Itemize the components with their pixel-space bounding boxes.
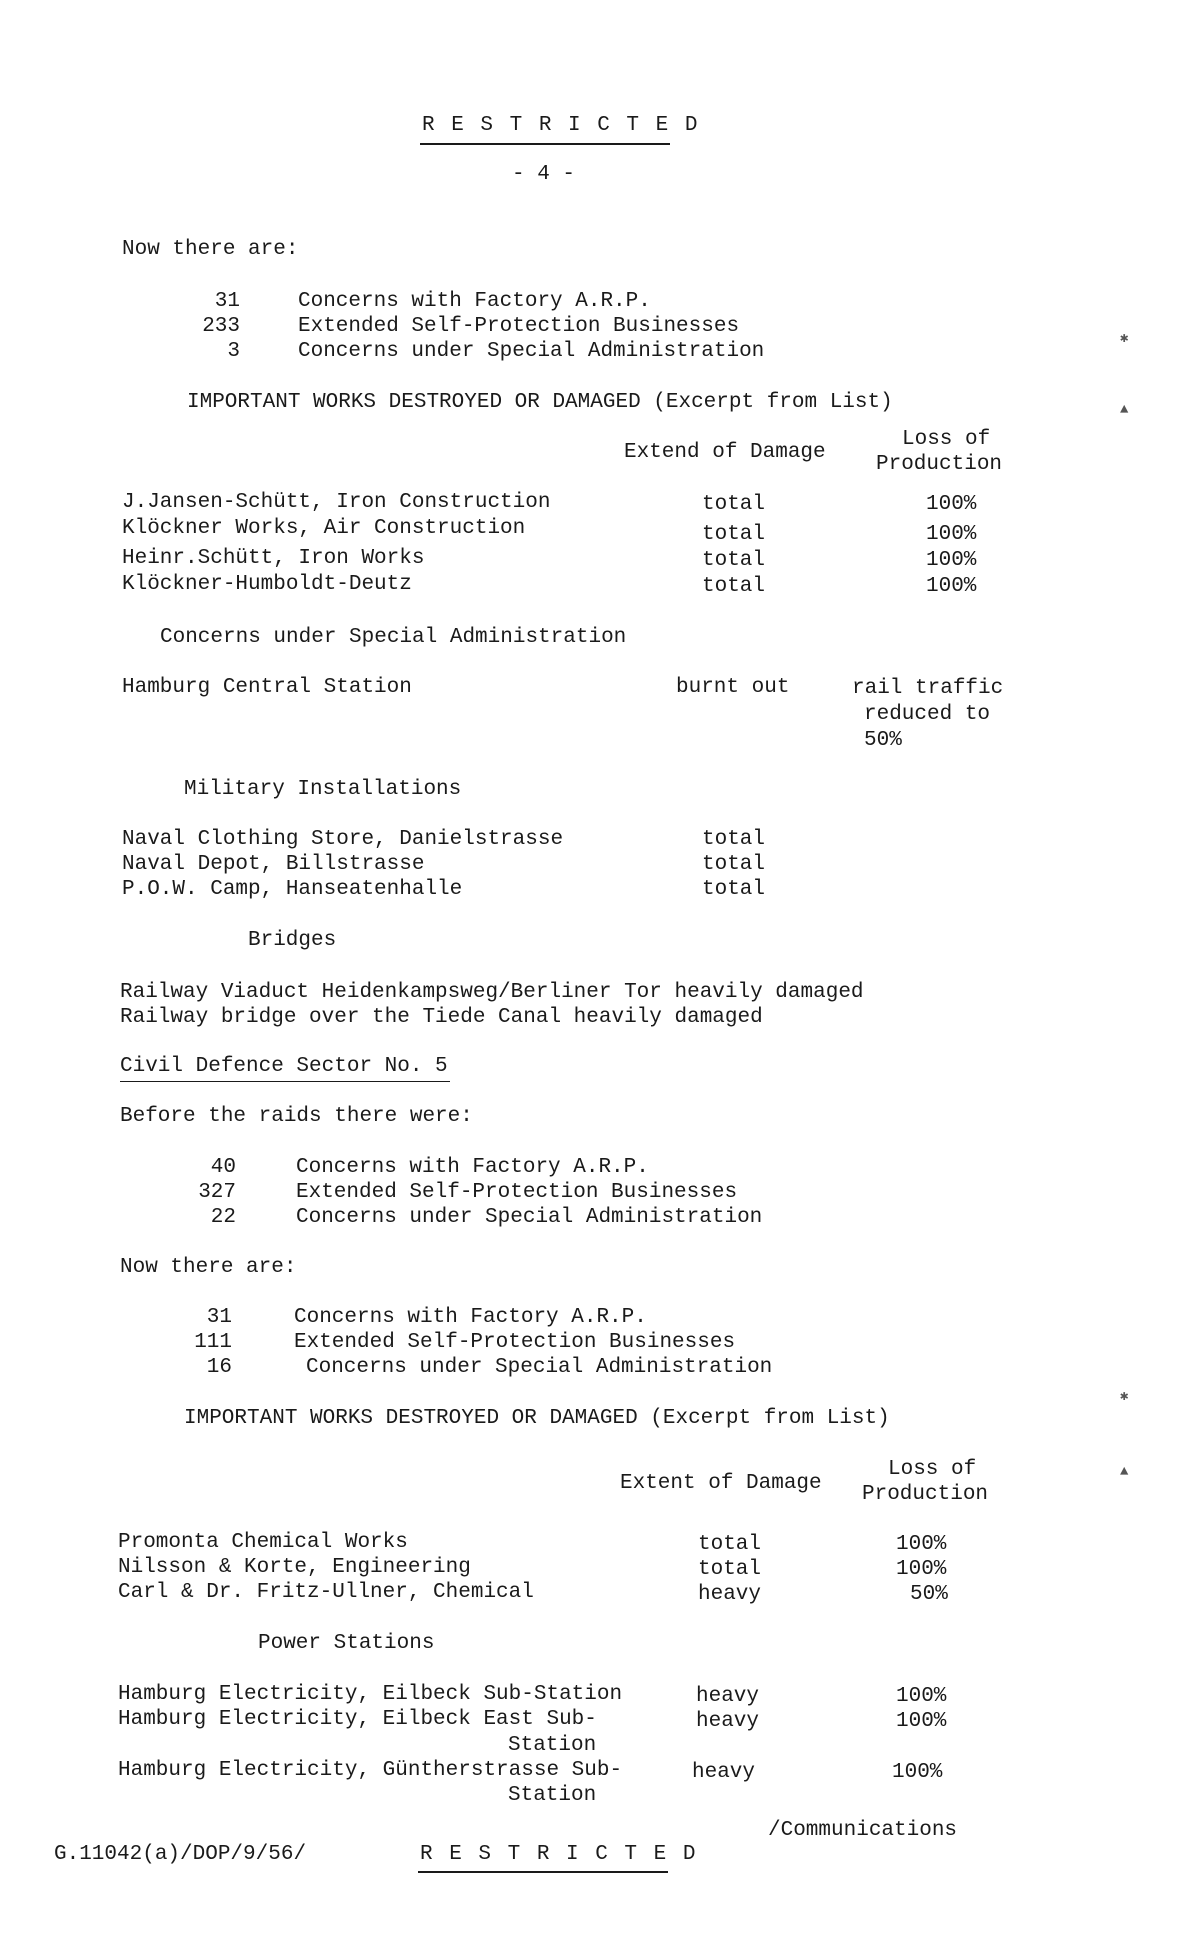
works-name: P.O.W. Camp, Hanseatenhalle bbox=[122, 878, 463, 901]
works-loss: 100% bbox=[896, 1710, 947, 1733]
important-works-heading: IMPORTANT WORKS DESTROYED OR DAMAGED (Excerpt from List) bbox=[187, 391, 893, 414]
works-damage: burnt out bbox=[676, 676, 790, 699]
works-name: Hamburg Central Station bbox=[122, 676, 412, 699]
works-damage: total bbox=[702, 575, 766, 598]
works-name: Hamburg Electricity, Eilbeck East Sub- bbox=[118, 1708, 597, 1731]
sector-heading: Civil Defence Sector No. 5 bbox=[120, 1055, 448, 1078]
works-damage: total bbox=[702, 853, 766, 876]
margin-mark: ✱ bbox=[1120, 1389, 1129, 1405]
works-name: Naval Clothing Store, Danielstrasse bbox=[122, 828, 564, 851]
works-name: Promonta Chemical Works bbox=[118, 1531, 408, 1554]
count-label: Concerns under Special Administration bbox=[296, 1206, 763, 1229]
works-loss: 100% bbox=[926, 575, 977, 598]
works-damage: total bbox=[702, 493, 766, 516]
bridges-heading: Bridges bbox=[248, 929, 337, 952]
restricted-footer: R E S T R I C T E D bbox=[420, 1843, 698, 1866]
works-name: Carl & Dr. Fritz-Ullner, Chemical bbox=[118, 1581, 534, 1604]
count-label: Concerns under Special Administration bbox=[298, 340, 765, 363]
works-loss: 100% bbox=[896, 1685, 947, 1708]
page-number: - 4 - bbox=[512, 163, 576, 186]
works-name: J.Jansen-Schütt, Iron Construction bbox=[122, 491, 551, 514]
count-label: Concerns with Factory A.R.P. bbox=[296, 1156, 649, 1179]
count-label: Extended Self-Protection Businesses bbox=[296, 1181, 738, 1204]
column-header-damage: Extend of Damage bbox=[624, 441, 826, 464]
important-works-heading: IMPORTANT WORKS DESTROYED OR DAMAGED (Excerpt from List) bbox=[184, 1407, 890, 1430]
count-label: Extended Self-Protection Businesses bbox=[298, 315, 740, 338]
count-value: 31 bbox=[206, 1306, 232, 1329]
works-damage: total bbox=[702, 878, 766, 901]
column-header-loss: Loss of bbox=[902, 428, 991, 451]
effect-line: 50% bbox=[864, 729, 902, 752]
sector-underline bbox=[120, 1081, 450, 1082]
works-damage: total bbox=[698, 1533, 762, 1556]
power-stations-heading: Power Stations bbox=[258, 1632, 435, 1655]
count-value: 327 bbox=[198, 1181, 236, 1204]
works-loss: 100% bbox=[892, 1761, 943, 1784]
margin-mark: ▲ bbox=[1120, 1464, 1129, 1480]
effect-line: rail traffic bbox=[852, 677, 1004, 700]
works-damage: total bbox=[702, 549, 766, 572]
works-loss: 100% bbox=[926, 523, 977, 546]
column-header-loss: Loss of bbox=[888, 1458, 977, 1481]
count-value: 16 bbox=[206, 1356, 232, 1379]
military-heading: Military Installations bbox=[184, 778, 462, 801]
header-underline bbox=[420, 143, 670, 145]
column-header-production: Production bbox=[862, 1483, 989, 1506]
works-damage: total bbox=[702, 523, 766, 546]
margin-mark: ✱ bbox=[1120, 331, 1129, 347]
document-reference: G.11042(a)/DOP/9/56/ bbox=[54, 1843, 307, 1866]
count-label: Concerns with Factory A.R.P. bbox=[298, 290, 651, 313]
footer-underline bbox=[418, 1871, 668, 1873]
works-name: Nilsson & Korte, Engineering bbox=[118, 1556, 471, 1579]
count-value: 3 bbox=[227, 340, 240, 363]
works-damage: heavy bbox=[696, 1685, 760, 1708]
works-damage: heavy bbox=[692, 1761, 756, 1784]
now-there-are-label: Now there are: bbox=[122, 238, 299, 261]
count-value: 22 bbox=[210, 1206, 236, 1229]
special-admin-heading: Concerns under Special Administration bbox=[160, 626, 627, 649]
before-raids-label: Before the raids there were: bbox=[120, 1105, 473, 1128]
works-name: Heinr.Schütt, Iron Works bbox=[122, 547, 425, 570]
works-damage: total bbox=[702, 828, 766, 851]
count-label: Concerns with Factory A.R.P. bbox=[294, 1306, 647, 1329]
works-name: Naval Depot, Billstrasse bbox=[122, 853, 425, 876]
column-header-damage: Extent of Damage bbox=[620, 1472, 822, 1495]
count-label: Extended Self-Protection Businesses bbox=[294, 1331, 736, 1354]
works-damage: heavy bbox=[696, 1710, 760, 1733]
works-loss: 100% bbox=[926, 493, 977, 516]
works-name-continued: Station bbox=[508, 1784, 597, 1807]
effect-line: reduced to bbox=[864, 703, 991, 726]
works-name-continued: Station bbox=[508, 1734, 597, 1757]
works-name: Klöckner-Humboldt-Deutz bbox=[122, 573, 412, 596]
count-value: 31 bbox=[214, 290, 240, 313]
count-label: Concerns under Special Administration bbox=[306, 1356, 773, 1379]
works-loss: 50% bbox=[910, 1583, 948, 1606]
works-loss: 100% bbox=[896, 1533, 947, 1556]
works-loss: 100% bbox=[896, 1558, 947, 1581]
column-header-production: Production bbox=[876, 453, 1003, 476]
bridge-line: Railway bridge over the Tiede Canal heavily damaged bbox=[120, 1006, 763, 1029]
count-value: 111 bbox=[194, 1331, 232, 1354]
works-name: Hamburg Electricity, Eilbeck Sub-Station bbox=[118, 1683, 623, 1706]
restricted-header: R E S T R I C T E D bbox=[422, 114, 700, 137]
works-name: Klöckner Works, Air Construction bbox=[122, 517, 526, 540]
count-value: 40 bbox=[210, 1156, 236, 1179]
bridge-line: Railway Viaduct Heidenkampsweg/Berliner Tor heavily damaged bbox=[120, 981, 864, 1004]
margin-mark: ▲ bbox=[1120, 402, 1129, 418]
works-damage: total bbox=[698, 1558, 762, 1581]
count-value: 233 bbox=[202, 315, 240, 338]
works-name: Hamburg Electricity, Güntherstrasse Sub- bbox=[118, 1759, 623, 1782]
continuation-word: /Communications bbox=[768, 1819, 958, 1842]
now-there-are-label: Now there are: bbox=[120, 1256, 297, 1279]
works-loss: 100% bbox=[926, 549, 977, 572]
works-damage: heavy bbox=[698, 1583, 762, 1606]
